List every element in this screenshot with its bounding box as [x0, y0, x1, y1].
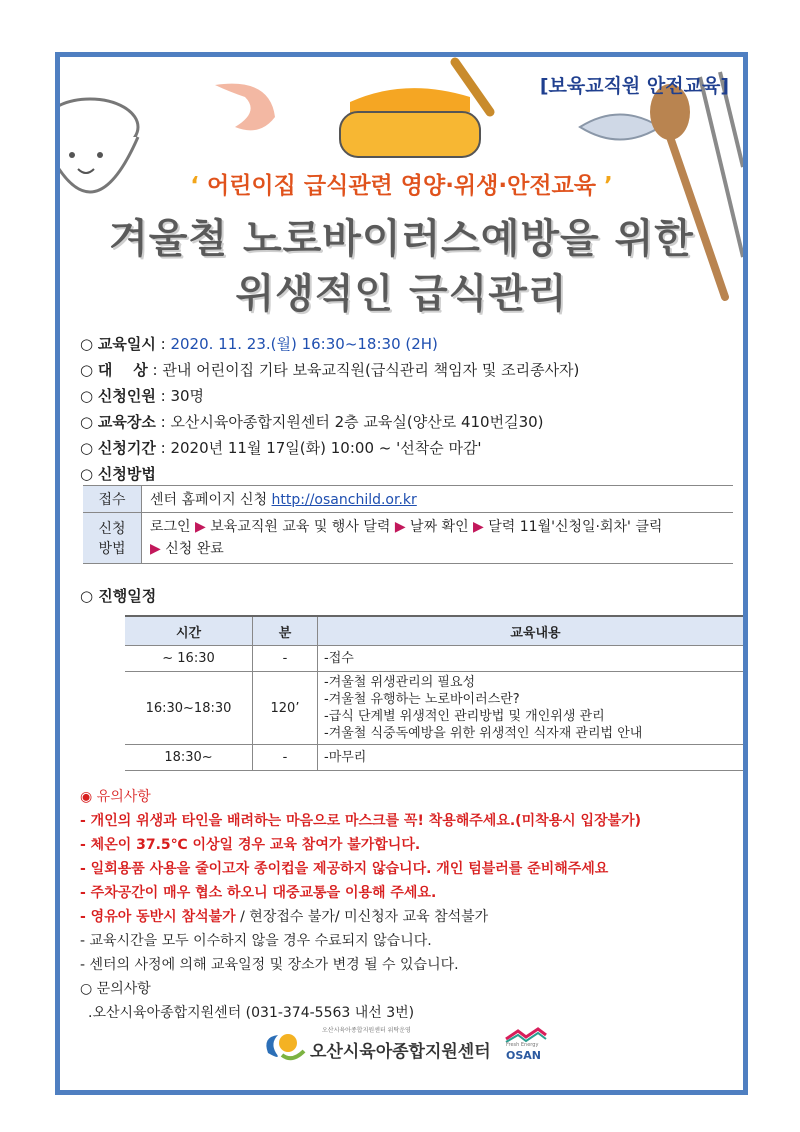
schedule-title: ○ 진행일정 — [80, 587, 157, 605]
arrow-icon: ▶ — [195, 519, 206, 535]
info-location: ○ 교육장소 : 오산시육아종합지원센터 2층 교육실(양산로 410번길30) — [80, 413, 544, 431]
header-banner — [60, 57, 743, 327]
title-line-2: 위생적인 급식관리 — [235, 271, 568, 317]
table-row: 18:30~ - -마무리 — [125, 745, 748, 771]
info-date: ○ 교육일시 : 2020. 11. 23.(월) 16:30~18:30 (2H) — [80, 335, 438, 353]
note-temperature: - 체온이 37.5℃ 이상일 경우 교육 참여가 불가합니다. — [80, 837, 421, 853]
table-row: 16:30~18:30 120’ -겨울철 위생관리의 필요성 -겨울철 유행하는 노로바이러스란? -급식 단계별 위생적인 관리방법 및 개인위생 관리 -겨울철 식중독예방을 위한 위생적인 식자재 관리법 안내 — [125, 672, 748, 745]
title-line-1: 겨울철 노로바이러스예방을 위한 — [109, 216, 694, 262]
footer-logos — [260, 1025, 560, 1069]
homepage-link[interactable]: http://osanchild.or.kr — [271, 492, 417, 508]
schedule-table — [125, 615, 748, 771]
arrow-icon: ▶ — [394, 519, 406, 535]
note-parking: - 주차공간이 매우 협소 하오니 대중교통을 이용해 주세요. — [80, 885, 437, 901]
city-name: OSAN — [506, 1049, 541, 1062]
method-label: 신청 방법 — [83, 513, 142, 564]
col-content: 교육내용 — [318, 616, 749, 646]
col-minutes: 분 — [253, 616, 318, 646]
fish-icon — [580, 115, 660, 140]
receipt-label: 접수 — [83, 486, 142, 513]
apply-table — [83, 485, 733, 564]
note-tumbler: - 일회용품 사용을 줄이고자 종이컵을 제공하지 않습니다. 개인 텀블러를 준비해주세요 — [80, 861, 609, 877]
info-list — [80, 331, 730, 487]
city-small: Fresh Energy — [506, 1042, 539, 1048]
info-target: ○ 대 상 : 관내 어린이집 기타 보육교직원(급식관리 책임자 및 조리종사자) — [80, 361, 580, 379]
org-name: 오산시육아종합지원센터 — [310, 1042, 491, 1062]
shrimp-icon — [215, 84, 275, 131]
note-children: - 영유아 동반시 참석불가 / 현장접수 불가/ 미신청자 교육 참석불가 — [80, 909, 489, 925]
note-completion: - 교육시간을 모두 이수하지 않을 경우 수료되지 않습니다. — [80, 933, 432, 949]
note-change: - 센터의 사정에 의해 교육일정 및 장소가 변경 될 수 있습니다. — [80, 957, 459, 973]
info-period: ○ 신청기간 : 2020년 11월 17일(화) 10:00 ~ '선착순 마감' — [80, 439, 482, 457]
osan-wave-icon — [504, 1027, 548, 1043]
org-small: 오산시육아종합지원센터 위탁운영 — [322, 1027, 411, 1034]
contact-info: .오산시육아종합지원센터 (031-374-5563 내선 3번) — [88, 1005, 415, 1021]
method-steps: 로그인 ▶ 보육교직원 교육 및 행사 달력 ▶ 날짜 확인 ▶ 달력 11월'신청일·회차' 클릭 ▶ 신청 완료 — [142, 513, 734, 564]
notes-section — [80, 785, 730, 1025]
pot-icon — [340, 62, 490, 157]
contact-title: ○ 문의사항 — [80, 981, 151, 997]
notes-title: ◉ 유의사항 — [80, 789, 151, 805]
center-logo-icon — [260, 1029, 310, 1065]
col-time: 시간 — [125, 616, 253, 646]
subtitle: ‘ 어린이집 급식관련 영양·위생·안전교육 ’ — [190, 173, 613, 199]
info-capacity: ○ 신청인원 : 30명 — [80, 387, 205, 405]
note-mask: - 개인의 위생과 타인을 배려하는 마음으로 마스크를 꼭! 착용해주세요.(미착용시 입장불가) — [80, 813, 642, 829]
arrow-icon: ▶ — [473, 519, 484, 535]
table-row: ~ 16:30 - -접수 — [125, 646, 748, 672]
document-frame — [55, 52, 748, 1095]
category-tag: [보육교직원 안전교육] — [539, 75, 729, 97]
arrow-icon: ▶ — [150, 541, 161, 557]
info-method: ○ 신청방법 — [80, 465, 156, 483]
receipt-cell: 센터 홈페이지 신청 http://osanchild.or.kr — [142, 486, 734, 513]
